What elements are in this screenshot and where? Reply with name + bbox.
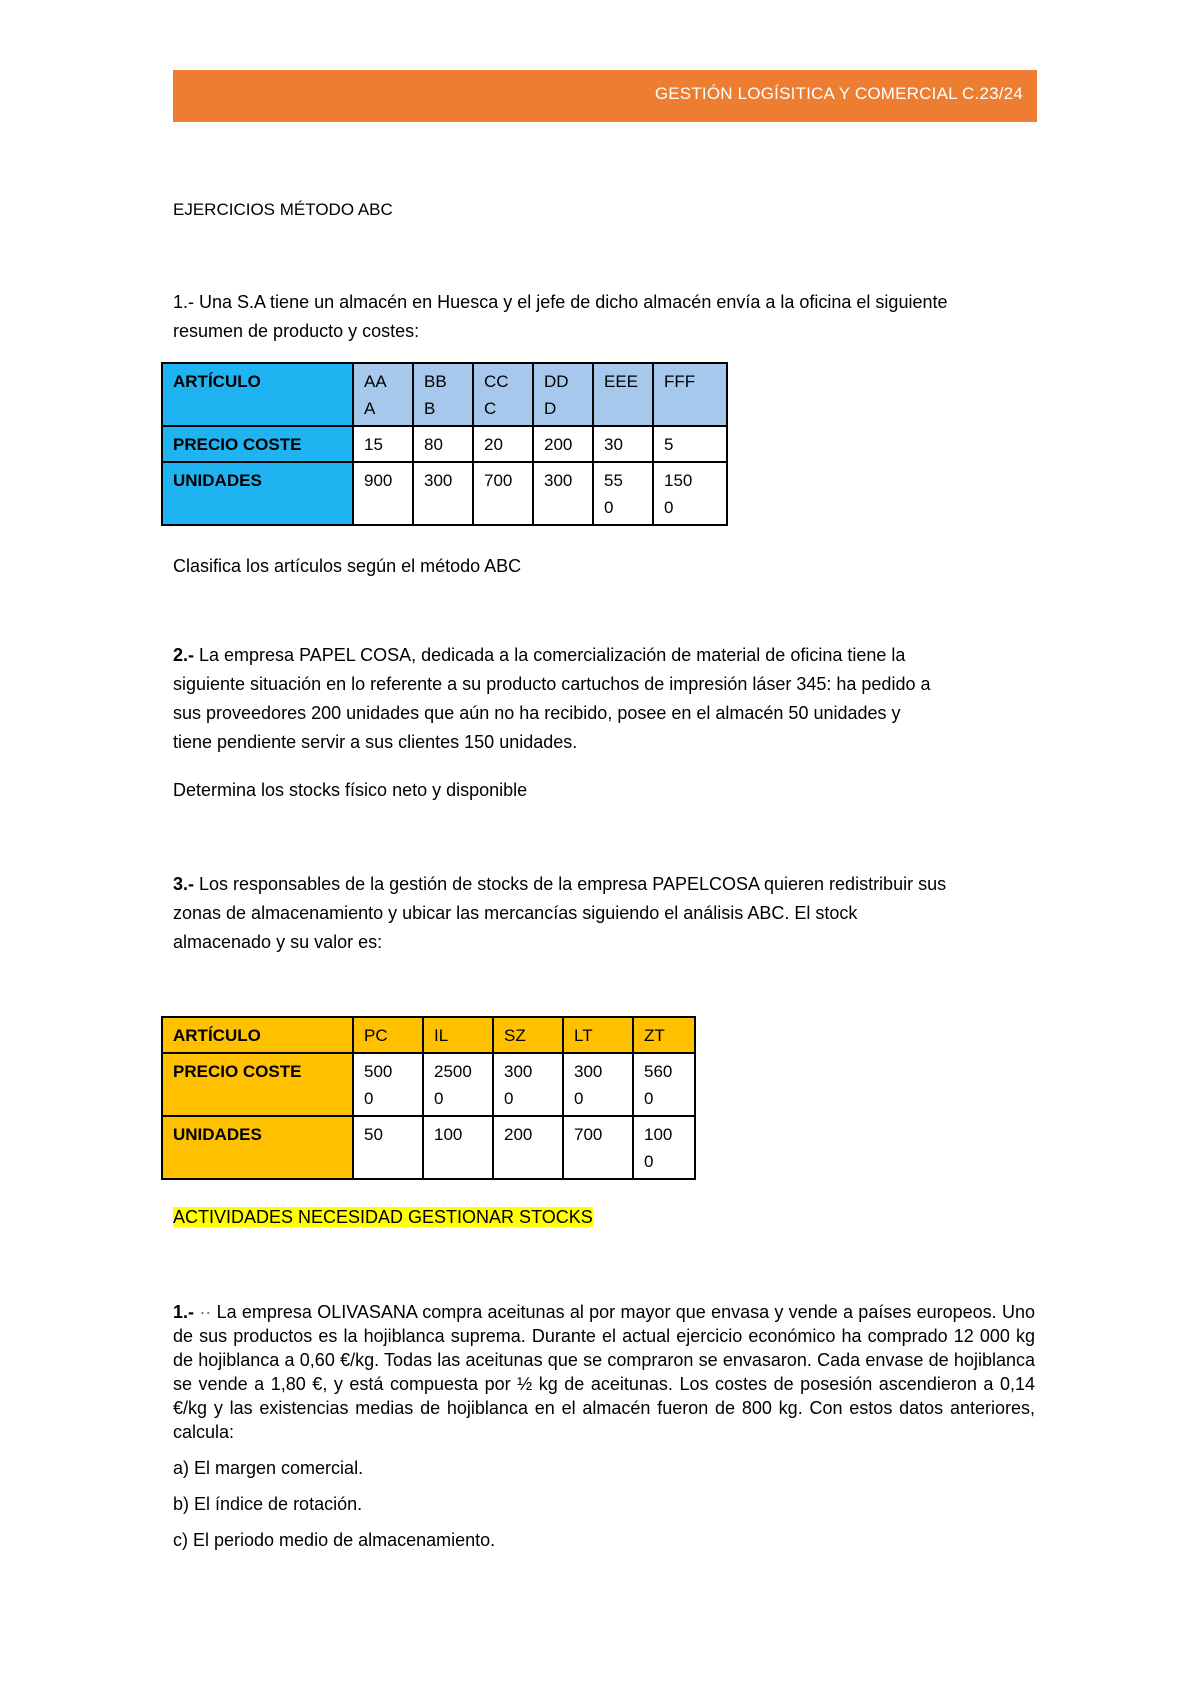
exercise-1-table [161, 362, 728, 526]
exercise-1-statement [173, 288, 947, 346]
page-heading: EJERCICIOS MÉTODO ABC [173, 200, 393, 219]
table-cell: 2500 0 [423, 1053, 493, 1116]
table-header-cell: AA A [353, 363, 413, 426]
table-header-cell: ZT [633, 1017, 695, 1053]
table-row [162, 1053, 695, 1116]
table-header-cell: EEE [593, 363, 653, 426]
exercise-3-line-3: almacenado y su valor es: [173, 932, 383, 952]
exercise-1-question: Clasifica los artículos según el método ABC [173, 556, 522, 576]
header-title: GESTIÓN LOGÍSITICA Y COMERCIAL C.23/24 [654, 84, 1023, 103]
exercise-1-number: 1.- [173, 292, 195, 312]
table-cell: 50 [353, 1116, 423, 1179]
table-cell: 300 0 [493, 1053, 563, 1116]
table-label-cell: PRECIO COSTE [162, 1053, 353, 1116]
table-header-cell: IL [423, 1017, 493, 1053]
activities-title [173, 1203, 593, 1232]
table-cell: 15 [353, 426, 413, 462]
activity-1-statement [173, 1300, 1035, 1444]
activity-1-question-c: c) El periodo medio de almacenamiento. [173, 1530, 496, 1550]
exercise-3-line-2: zonas de almacenamiento y ubicar las mercancías siguiendo el análisis ABC. El stock [173, 903, 858, 923]
table-header-cell: BB B [413, 363, 473, 426]
table-cell: 20 [473, 426, 533, 462]
exercise-3-table [161, 1016, 696, 1180]
exercise-2-line-4: tiene pendiente servir a sus clientes 150 unidades. [173, 732, 578, 752]
table-header-cell: DD D [533, 363, 593, 426]
table-cell: 300 [533, 462, 593, 525]
activity-1-text: La empresa OLIVASANA compra aceitunas al por mayor que envasa y vende a países europeos. Uno de sus productos es la hojiblanca suprema. Durante el actual ejercicio económico ha comprado 12 000 kg de hojiblanca a 0,60 €/kg. Todas las aceitunas que se compraron se envasaron. Cada envase de hojiblanca se vende a 1,80 €, y está compuesta por ½ kg de aceitunas. Los costes de posesión ascendieron a 0,14 €/kg y las existencias medias de hojiblanca en el almacén fueron de 800 kg. Con estos datos anteriores, calcula: [173, 1302, 1035, 1442]
exercise-1-line-2: resumen de producto y costes: [173, 321, 420, 341]
table-cell: 500 0 [353, 1053, 423, 1116]
table-header-cell: PC [353, 1017, 423, 1053]
table-cell: 55 0 [593, 462, 653, 525]
table-header-cell: LT [563, 1017, 633, 1053]
exercise-2-line-3: sus proveedores 200 unidades que aún no ha recibido, posee en el almacén 50 unidades y [173, 703, 901, 723]
activity-1-question-a: a) El margen comercial. [173, 1458, 364, 1478]
table-header-cell: FFF [653, 363, 727, 426]
table-row [162, 462, 727, 525]
table-label-cell: PRECIO COSTE [162, 426, 353, 462]
table-label-cell: ARTÍCULO [162, 1017, 353, 1053]
exercise-2-line-2: siguiente situación en lo referente a su producto cartuchos de impresión láser 345: ha pedido a [173, 674, 931, 694]
table-cell: 200 [533, 426, 593, 462]
activity-1-number: 1.- [173, 1302, 195, 1322]
table-header-cell: SZ [493, 1017, 563, 1053]
exercise-2-line-1: La empresa PAPEL COSA, dedicada a la comercialización de material de oficina tiene la [194, 645, 906, 665]
table-label-cell: UNIDADES [162, 1116, 353, 1179]
bullet-icon: ·· [199, 1302, 212, 1322]
table-cell: 560 0 [633, 1053, 695, 1116]
table-cell: 100 [423, 1116, 493, 1179]
activities-title-highlight: ACTIVIDADES NECESIDAD GESTIONAR STOCKS [173, 1207, 593, 1227]
exercise-1-line-1: Una S.A tiene un almacén en Huesca y el jefe de dicho almacén envía a la oficina el siguiente [194, 292, 948, 312]
table-row [162, 1116, 695, 1179]
table-cell: 30 [593, 426, 653, 462]
table-cell: 150 0 [653, 462, 727, 525]
table-row [162, 426, 727, 462]
exercise-3-line-1: Los responsables de la gestión de stocks de la empresa PAPELCOSA quieren redistribuir sus [194, 874, 947, 894]
table-row [162, 363, 727, 426]
table-cell: 900 [353, 462, 413, 525]
table-label-cell: ARTÍCULO [162, 363, 353, 426]
table-cell: 200 [493, 1116, 563, 1179]
table-cell: 5 [653, 426, 727, 462]
table-cell: 700 [473, 462, 533, 525]
header-bar [173, 70, 1037, 122]
table-cell: 100 0 [633, 1116, 695, 1179]
table-cell: 300 [413, 462, 473, 525]
exercise-2-number: 2.- [173, 645, 195, 665]
table-header-cell: CC C [473, 363, 533, 426]
exercise-3-number: 3.- [173, 874, 195, 894]
exercise-2-statement [173, 641, 930, 757]
activity-1-question-b: b) El índice de rotación. [173, 1494, 363, 1514]
exercise-3-statement [173, 870, 946, 957]
table-label-cell: UNIDADES [162, 462, 353, 525]
table-cell: 300 0 [563, 1053, 633, 1116]
table-cell: 700 [563, 1116, 633, 1179]
table-row [162, 1017, 695, 1053]
table-cell: 80 [413, 426, 473, 462]
exercise-2-question: Determina los stocks físico neto y disponible [173, 780, 528, 800]
